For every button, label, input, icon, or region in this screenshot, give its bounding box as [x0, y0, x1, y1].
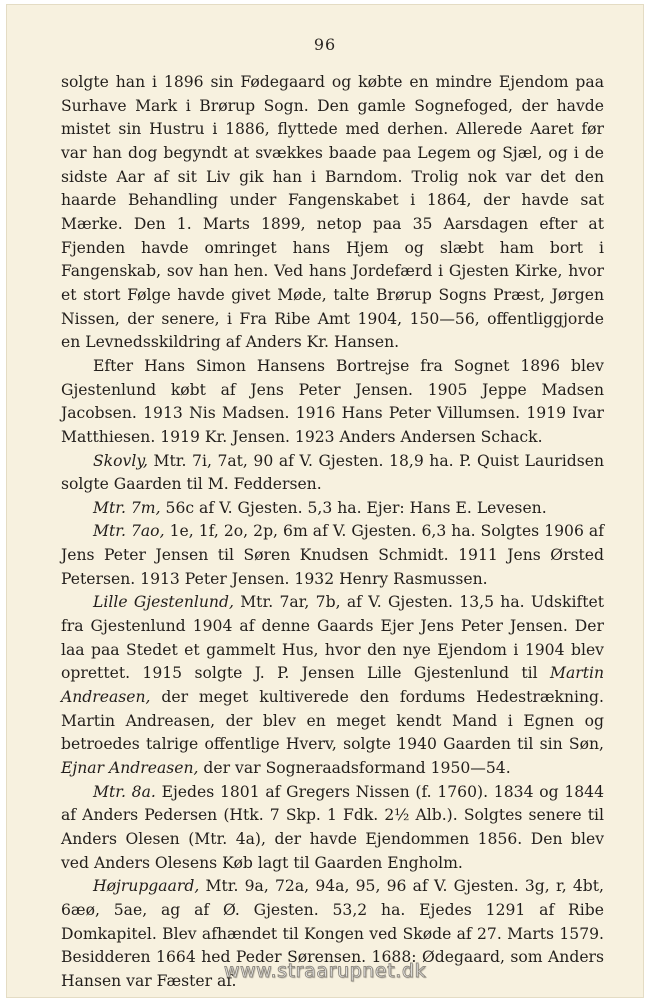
paragraph-text: 56c af V. Gjesten. 5,3 ha. Ejer: Hans E. Levesen. — [160, 498, 547, 517]
paragraph-skovly — [61, 450, 604, 497]
page-number: 96 — [313, 35, 337, 54]
paragraph-mtr-8a — [61, 781, 604, 876]
person-name-martin: Martin Andreasen, — [61, 664, 604, 707]
book-page — [6, 4, 644, 998]
paragraph-text: solgte han i 1896 sin Fødegaard og købte en mindre Ejendom paa Surhave Mark i Brørup Sogn. Den gamle Sognefoged, der havde mistet sin Hustru i 1886, flyttede med derhen. Allerede Aaret før var han dog begyndt at svækkes baade paa Legem og Sjæl, og i de sidste Aar af sit Liv gik han i Barndom. Trolig nok var det den haarde Behandling under Fangenskabet i 1864, der havde sat Mærke. Den 1. Marts 1899, netop paa 35 Aarsdagen efter at Fjenden havde omringet hans Hjem og slæbt ham bort i Fangenskab, sov han hen. Ved hans Jordefærd i Gjesten Kirke, hvor et stort Følge havde givet Møde, talte Brørup Sogns Præst, Jørgen Nissen, der senere, i Fra Ribe Amt 1904, 150—56, offentliggjorde en Levnedsskildring af Anders Kr. Hansen. — [61, 73, 604, 352]
paragraph-lille-gjestenlund — [61, 591, 604, 780]
property-name: Mtr. 7m, — [93, 498, 161, 517]
page-text — [61, 71, 604, 994]
paragraph-text: der meget kultiverede den fordums Hedestrækning. Martin Andreasen, der blev en meget kendt Mand i Egnen og betroedes talrige offentlige Hverv, solgte 1940 Gaarden til sin Søn, — [61, 688, 604, 754]
paragraph-text: Mtr. 7i, 7at, 90 af V. Gjesten. 18,9 ha. P. Quist Lauridsen solgte Gaarden til M. Feddersen. — [61, 451, 604, 494]
property-name: Mtr. 8a. — [93, 782, 156, 801]
paragraph-mtr-7m — [61, 497, 604, 521]
property-name: Skovly, — [93, 451, 149, 470]
paragraph-mtr-7ao — [61, 520, 604, 591]
property-name: Mtr. 7ao, — [93, 522, 165, 541]
person-name-ejnar: Ejnar Andreasen, — [61, 759, 199, 778]
paragraph-anders-hansen — [61, 71, 604, 355]
watermark: www.straarupnet.dk — [223, 960, 427, 982]
paragraph-gjestenlund-owners — [61, 355, 604, 450]
paragraph-text: 1e, 1f, 2o, 2p, 6m af V. Gjesten. 6,3 ha. Solgtes 1906 af Jens Peter Jensen til Søren Knudsen Schmidt. 1911 Jens Ørsted Petersen. 1913 Peter Jensen. 1932 Henry Rasmussen. — [61, 522, 604, 588]
paragraph-text: Mtr. 7ar, 7b, af V. Gjesten. 13,5 ha. Udskiftet fra Gjestenlund 1904 af denne Gaards Ejer Jens Peter Jensen. Der laa paa Stedet et gammelt Hus, hvor den nye Ejendom i 1904 blev oprettet. 1915 solgte J. P. Jensen Lille Gjestenlund til — [61, 593, 604, 683]
paragraph-text: Mtr. 9a, 72a, 94a, 95, 96 af V. Gjesten. 3g, r, 4bt, 6æø, 5ae, ag af Ø. Gjesten. 53,2 ha. Ejedes 1291 af Ribe Domkapitel. Blev afhændet til Kongen ved Skøde af 27. Marts 1579. Besidderen 1664 hed Peder Sørensen. 1688: Ødegaard, som Anders Hansen var Fæster af. — [61, 877, 604, 990]
paragraph-text: Efter Hans Simon Hansens Bortrejse fra Sognet 1896 blev Gjestenlund købt af Jens Peter Jensen. 1905 Jeppe Madsen Jacobsen. 1913 Nis Madsen. 1916 Hans Peter Villumsen. 1919 Ivar Matthiesen. 1919 Kr. Jensen. 1923 Anders Andersen Schack. — [61, 356, 604, 446]
paragraph-text: der var Sogneraadsformand 1950—54. — [198, 759, 511, 778]
paragraph-text: Ejedes 1801 af Gregers Nissen (f. 1760). 1834 og 1844 af Anders Pedersen (Htk. 7 Skp. 1 Fdk. 2½ Alb.). Solgtes senere til Anders Olesen (Mtr. 4a), der havde Ejendommen 1856. Den blev ved Anders Olesens Køb lagt til Gaarden Engholm. — [61, 782, 605, 872]
property-name: Højrupgaard, — [93, 877, 200, 896]
property-name: Lille Gjestenlund, — [93, 593, 234, 612]
